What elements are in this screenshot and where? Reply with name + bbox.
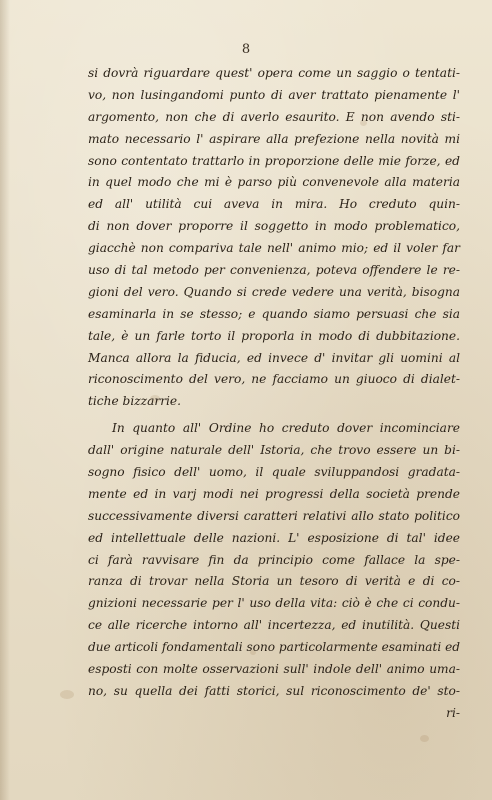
text-line: no, su quella dei fatti storici, sul riconoscimento de' sto- [88, 683, 460, 698]
text-line: sogno fisico dell' uomo, il quale sviluppandosi gradata- [88, 465, 460, 480]
text-line: tale, è un farle torto il proporla in modo di dubbitazione. [88, 328, 460, 343]
text-line: ce alle ricerche intorno all' incertezza, ed inutilità. Questi [88, 618, 460, 633]
text-line: mente ed in varj modi nei progressi della società prende [88, 486, 460, 501]
text-line: di non dover proporre il soggetto in modo problematico, [88, 219, 460, 234]
text-line: Manca allora la fiducia, ed invece d' invitar gli uomini al [88, 350, 460, 365]
text-line: argomento, non che di averlo esaurito. E non avendo sti- [88, 109, 460, 124]
catchword: ri- [446, 705, 460, 720]
text-line: tiche bizzarrie. [88, 394, 182, 409]
text-line: dall' origine naturale dell' Istoria, che trovo essere un bi- [88, 443, 460, 458]
text-line: ed intellettuale delle nazioni. L' esposizione di tal' idee [88, 530, 460, 545]
text-line: ci farà ravvisare fin da principio come fallace la spe- [88, 552, 460, 567]
paper-stain [60, 690, 74, 699]
text-line: In quanto all' Ordine ho creduto dover incominciare [112, 421, 460, 436]
text-line: ed all' utilità cui aveva in mira. Ho creduto quin- [88, 197, 460, 212]
text-line: sono contentato trattarlo in proporzione delle mie forze, ed [88, 153, 460, 168]
text-line: due articoli fondamentali sono particolarmente esaminati ed [88, 640, 460, 655]
text-line: gnizioni necessarie per l' uso della vita: ciò è che ci condu- [88, 596, 460, 611]
text-line: in quel modo che mi è parso più convenevole alla materia [88, 175, 460, 190]
page-shadow-edge [0, 0, 10, 800]
body-text [88, 63, 460, 725]
text-line: uso di tal metodo per convenienza, poteva offendere le re- [88, 263, 460, 278]
text-line: esaminarla in se stesso; e quando siamo persuasi che sia [88, 306, 460, 321]
text-line: gioni del vero. Quando si crede vedere una verità, bisogna [88, 284, 460, 299]
text-line: vo, non lusingandomi punto di aver trattato pienamente l' [88, 87, 460, 102]
text-line: successivamente diversi caratteri relativi allo stato politico [88, 508, 460, 523]
text-line: mato necessario l' aspirare alla prefezione nella novità mi [88, 131, 460, 146]
paragraph-2 [88, 418, 460, 724]
text-line: giacchè non compariva tale nell' animo mio; ed il voler far [88, 241, 460, 256]
paragraph-1 [88, 63, 460, 413]
page-number: 8 [241, 42, 251, 57]
text-line: ranza di trovar nella Storia un tesoro di verità e di co- [88, 574, 460, 589]
text-line: riconoscimento del vero, ne facciamo un giuoco di dialet- [88, 372, 460, 387]
text-line: esposti con molte osservazioni sull' indole dell' animo uma- [88, 662, 460, 677]
text-line: si dovrà riguardare quest' opera come un saggio o tentati- [88, 66, 460, 80]
paper-stain [420, 735, 429, 742]
